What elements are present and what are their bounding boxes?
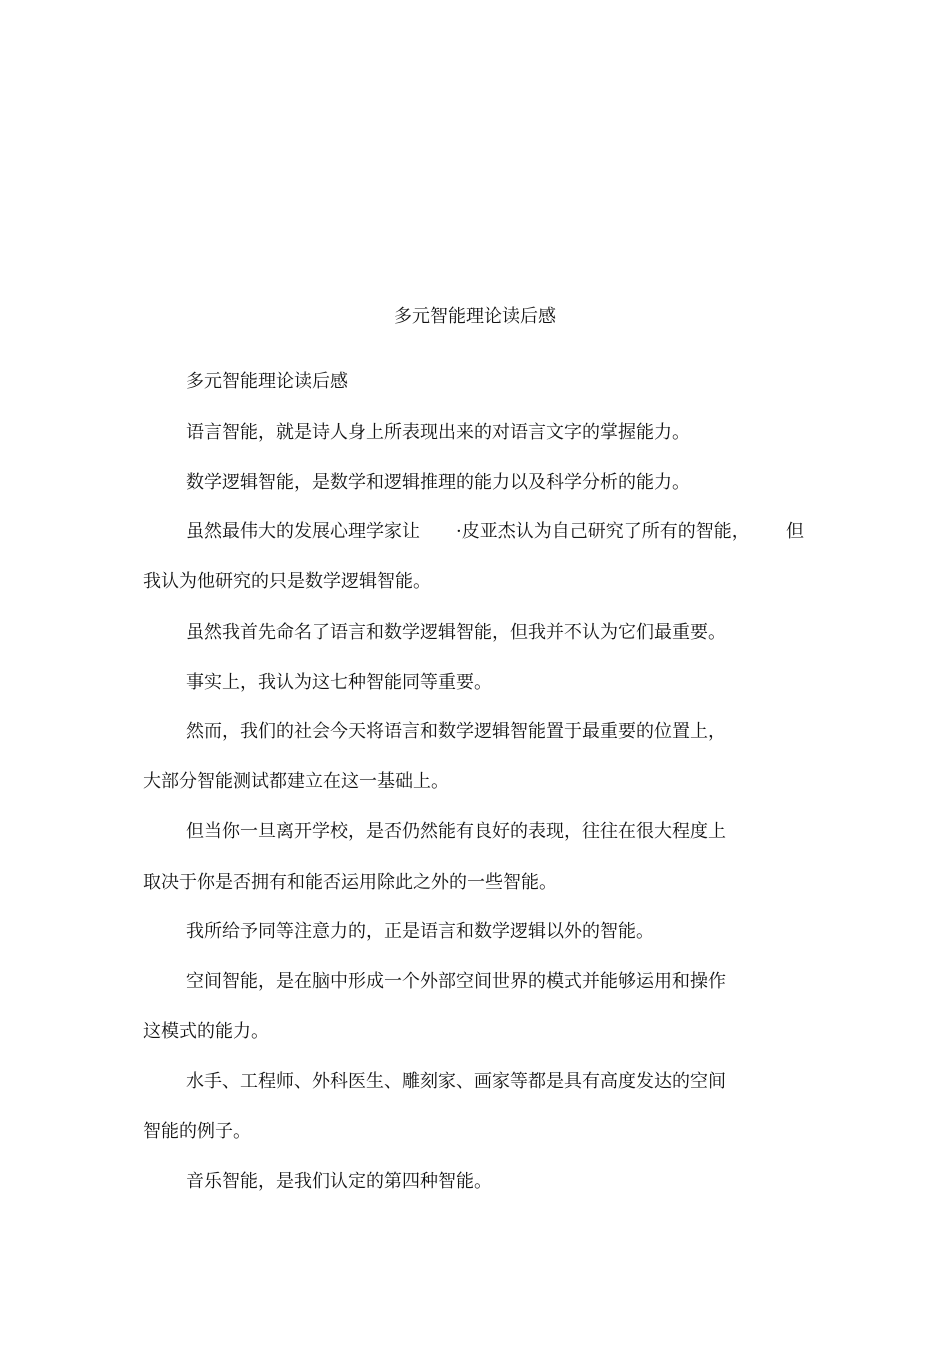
paragraph-line: 但 bbox=[786, 521, 804, 542]
paragraph-line: 音乐智能，是我们认定的第四种智能。 bbox=[186, 1171, 492, 1192]
paragraph-line: 多元智能理论读后感 bbox=[186, 371, 348, 392]
document-title: 多元智能理论读后感 bbox=[394, 306, 556, 327]
paragraph-line: 但当你一旦离开学校，是否仍然能有良好的表现，往往在很大程度上 bbox=[186, 821, 726, 842]
paragraph-line: 我所给予同等注意力的，正是语言和数学逻辑以外的智能。 bbox=[186, 921, 654, 942]
paragraph-line: 语言智能，就是诗人身上所表现出来的对语言文字的掌握能力。 bbox=[186, 422, 690, 443]
paragraph-line: 事实上，我认为这七种智能同等重要。 bbox=[186, 672, 492, 693]
paragraph-line: 数学逻辑智能，是数学和逻辑推理的能力以及科学分析的能力。 bbox=[186, 472, 690, 493]
paragraph-line: 空间智能，是在脑中形成一个外部空间世界的模式并能够运用和操作 bbox=[186, 971, 726, 992]
paragraph-line: 虽然我首先命名了语言和数学逻辑智能，但我并不认为它们最重要。 bbox=[186, 622, 726, 643]
paragraph-line: 我认为他研究的只是数学逻辑智能。 bbox=[143, 571, 431, 592]
paragraph-line: 取决于你是否拥有和能否运用除此之外的一些智能。 bbox=[143, 872, 557, 893]
paragraph-line: 大部分智能测试都建立在这一基础上。 bbox=[143, 771, 449, 792]
paragraph-line: ·皮亚杰认为自己研究了所有的智能， bbox=[456, 521, 750, 542]
paragraph-line: 智能的例子。 bbox=[143, 1121, 251, 1142]
paragraph-line: 这模式的能力。 bbox=[143, 1021, 269, 1042]
paragraph-line: 虽然最伟大的发展心理学家让 bbox=[186, 521, 420, 542]
paragraph-line: 然而，我们的社会今天将语言和数学逻辑智能置于最重要的位置上， bbox=[186, 721, 726, 742]
paragraph-line: 水手、工程师、外科医生、雕刻家、画家等都是具有高度发达的空间 bbox=[186, 1071, 726, 1092]
